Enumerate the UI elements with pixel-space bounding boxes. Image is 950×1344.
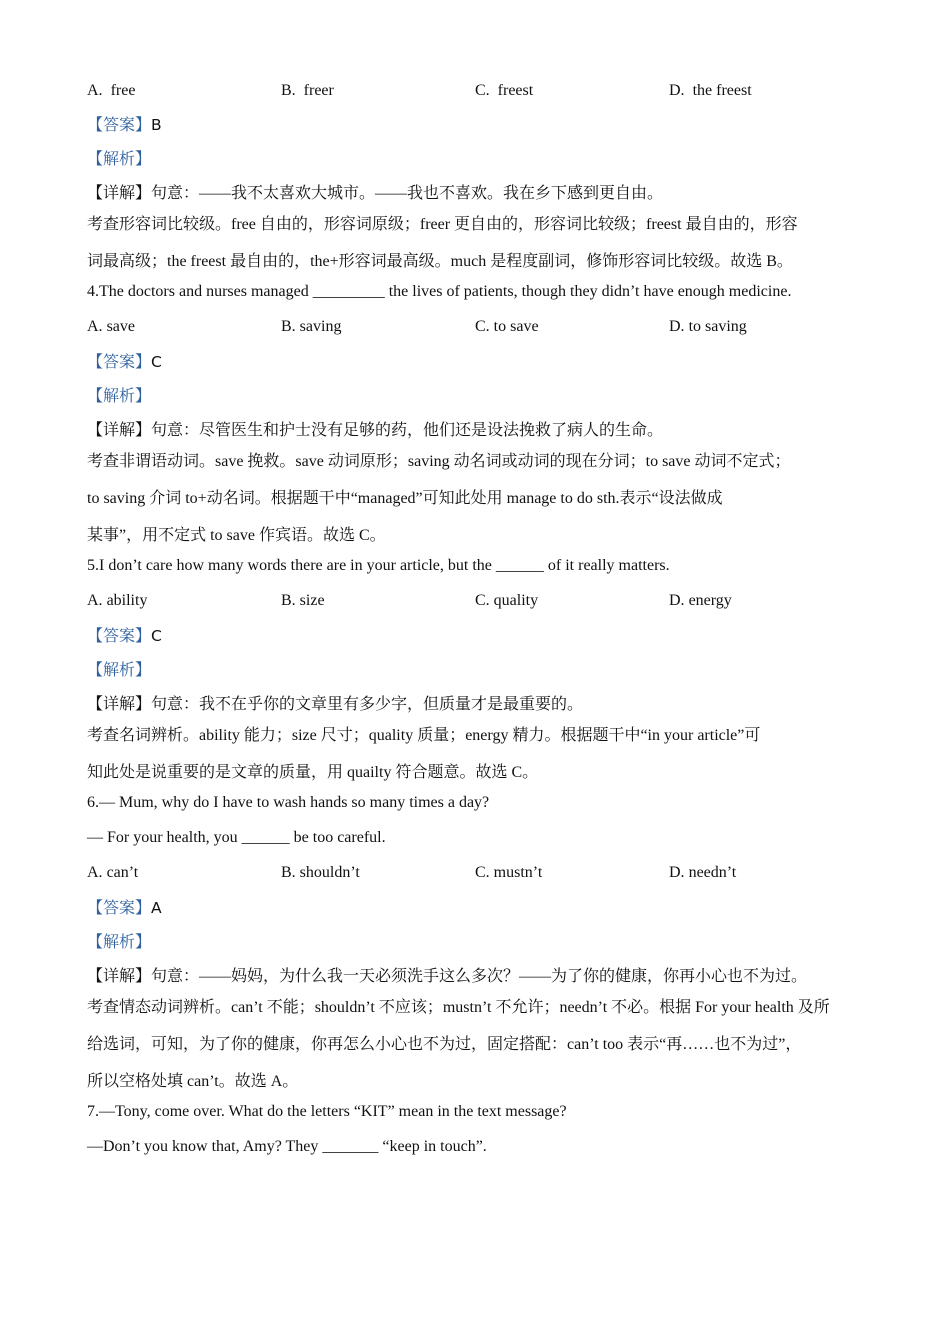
q6-detail: 【详解】句意：——妈妈，为什么我一天必须洗手这么多次？——为了你的健康，你再小心也不为过。 — [87, 968, 808, 985]
q5-option-b: B. size — [281, 592, 325, 609]
q5-option-a: A. ability — [87, 592, 148, 609]
q5-option-d: D. energy — [669, 592, 732, 609]
q6-options — [87, 861, 877, 885]
q4-option-b: B. saving — [281, 318, 342, 335]
q5-explanation-1: 考查名词辨析。ability 能力；size 尺寸；quality 质量；energy 精力。根据题干中“in your article”可 — [87, 727, 761, 744]
q7-question: 7.—Tony, come over. What do the letters “KIT” mean in the text message? — [87, 1103, 567, 1120]
q3-explanation-1: 考查形容词比较级。free 自由的，形容词原级；freer 更自由的，形容词比较级；freest 最自由的，形容 — [87, 216, 798, 233]
q3-explanation-2: 词最高级；the freest 最自由的，the+形容词最高级。much 是程度副词，修饰形容词比较级。故选 B。 — [87, 253, 793, 270]
q5-analysis-label: 【解析】 — [87, 662, 152, 679]
q5-detail: 【详解】句意：我不在乎你的文章里有多少字，但质量才是最重要的。 — [87, 696, 584, 713]
q6-analysis-label: 【解析】 — [87, 934, 152, 951]
q6-explanation-2: 给选词，可知，为了你的健康，你再怎么小心也不为过，固定搭配：can’t too 表示“再……也不为过”， — [87, 1036, 802, 1053]
q4-options — [87, 315, 877, 339]
q3-option-b: B. freer — [281, 82, 334, 99]
q6-option-c: C. mustn’t — [475, 864, 543, 881]
q4-option-a: A. save — [87, 318, 135, 335]
q5-question: 5.I don’t care how many words there are in your article, but the ______ of it really matters. — [87, 557, 670, 574]
q3-answer: 【答案】B — [87, 116, 162, 134]
q4-explanation-2: to saving 介词 to+动名词。根据题干中“managed”可知此处用 manage to do sth.表示“设法做成 — [87, 490, 723, 507]
document-content — [87, 79, 877, 1159]
q6-option-b: B. shouldn’t — [281, 864, 360, 881]
q3-analysis-label: 【解析】 — [87, 151, 152, 168]
q5-explanation-2: 知此处是说重要的是文章的质量，用 quailty 符合题意。故选 C。 — [87, 764, 539, 781]
q4-explanation-1: 考查非谓语动词。save 挽救。save 动词原形；saving 动名词或动词的现在分词；to save 动词不定式； — [87, 453, 791, 470]
q6-question: 6.— Mum, why do I have to wash hands so many times a day? — [87, 794, 490, 811]
q4-question: 4.The doctors and nurses managed _________ the lives of patients, though they didn’t have enough medicine. — [87, 283, 792, 300]
q4-option-d: D. to saving — [669, 318, 747, 335]
q6-answer: 【答案】A — [87, 899, 162, 917]
q4-option-c: C. to save — [475, 318, 539, 335]
q4-explanation-3: 某事”，用不定式 to save 作宾语。故选 C。 — [87, 527, 386, 544]
q3-options — [87, 79, 877, 103]
q5-options — [87, 589, 877, 613]
q6-explanation-1: 考查情态动词辨析。can’t 不能；shouldn’t 不应该；mustn’t 不允许；needn’t 不必。根据 For your health 及所 — [87, 999, 830, 1016]
q4-detail: 【详解】句意：尽管医生和护士没有足够的药，他们还是设法挽救了病人的生命。 — [87, 422, 664, 439]
q3-option-c: C. freest — [475, 82, 534, 99]
q7-question-2: —Don’t you know that, Amy? They _______ “keep in touch”. — [87, 1138, 487, 1155]
q6-explanation-3: 所以空格处填 can’t。故选 A。 — [87, 1073, 299, 1090]
q6-option-d: D. needn’t — [669, 864, 737, 881]
q5-option-c: C. quality — [475, 592, 539, 609]
q4-answer: 【答案】C — [87, 353, 162, 371]
q3-detail: 【详解】句意：——我不太喜欢大城市。——我也不喜欢。我在乡下感到更自由。 — [87, 185, 664, 202]
q5-answer: 【答案】C — [87, 627, 162, 645]
q6-option-a: A. can’t — [87, 864, 139, 881]
q6-question-2: — For your health, you ______ be too careful. — [87, 829, 386, 846]
q4-analysis-label: 【解析】 — [87, 388, 152, 405]
q3-option-a: A. free — [87, 82, 136, 99]
q3-option-d: D. the freest — [669, 82, 752, 99]
